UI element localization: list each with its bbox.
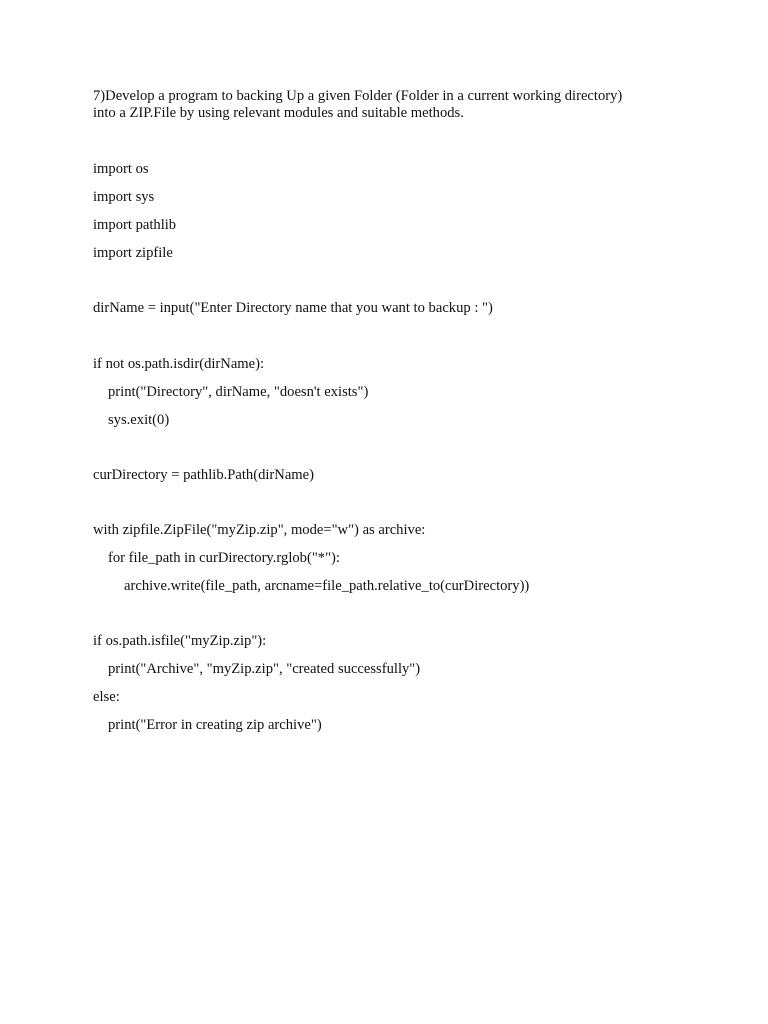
code-line-import-os: import os bbox=[93, 161, 149, 177]
code-line-sys-exit: sys.exit(0) bbox=[108, 412, 170, 428]
code-line-for-file-path: for file_path in curDirectory.rglob("*"): bbox=[108, 550, 340, 566]
code-line-print-error: print("Error in creating zip archive") bbox=[108, 717, 322, 733]
code-line-else: else: bbox=[93, 689, 120, 705]
code-line-print-directory: print("Directory", dirName, "doesn't exists") bbox=[108, 384, 369, 400]
code-line-if-isfile: if os.path.isfile("myZip.zip"): bbox=[93, 633, 267, 649]
code-line-dirname-input: dirName = input("Enter Directory name that you want to backup : ") bbox=[93, 300, 493, 316]
heading-line: into a ZIP.File by using relevant modules and suitable methods. bbox=[93, 105, 464, 121]
code-line-import-sys: import sys bbox=[93, 189, 155, 205]
code-line-curdirectory: curDirectory = pathlib.Path(dirName) bbox=[93, 467, 314, 483]
code-line-with-zipfile: with zipfile.ZipFile("myZip.zip", mode="w") as archive: bbox=[93, 522, 426, 538]
question-heading bbox=[93, 88, 693, 122]
code-line-import-pathlib: import pathlib bbox=[93, 217, 177, 233]
code-line-print-archive: print("Archive", "myZip.zip", "created successfully") bbox=[108, 661, 421, 677]
code-line-archive-write: archive.write(file_path, arcname=file_path.relative_to(curDirectory)) bbox=[124, 578, 530, 594]
code-line-import-zipfile: import zipfile bbox=[93, 245, 173, 261]
code-line-if-not-isdir: if not os.path.isdir(dirName): bbox=[93, 356, 265, 372]
heading-line: 7)Develop a program to backing Up a given Folder (Folder in a current working directory) bbox=[93, 88, 623, 104]
